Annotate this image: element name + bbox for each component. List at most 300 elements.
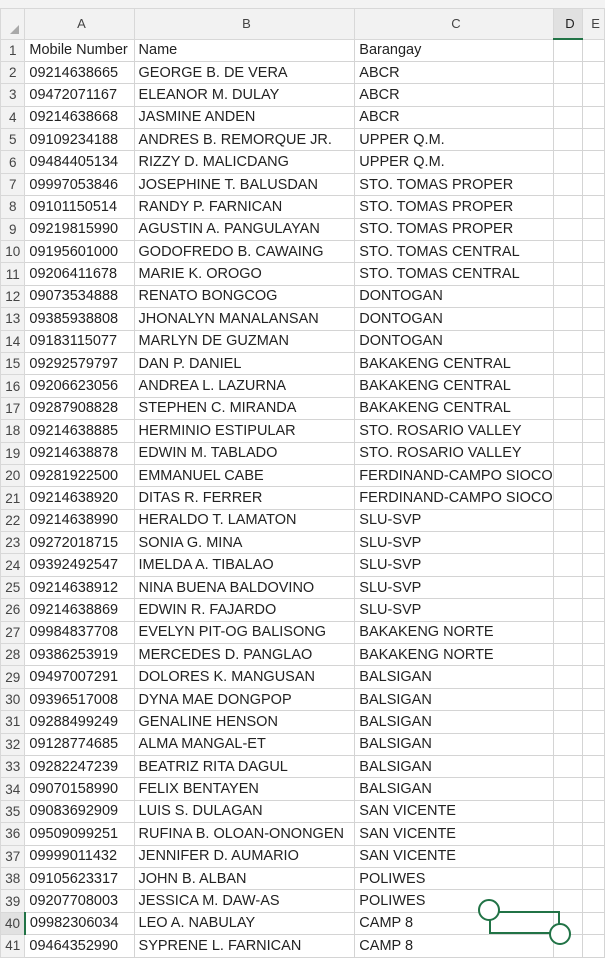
column-header-a[interactable]: A [25, 9, 134, 40]
table-row [1, 711, 605, 733]
cell-empty[interactable] [583, 621, 605, 643]
cell-barangay[interactable] [355, 935, 553, 957]
cell-empty[interactable] [583, 397, 605, 419]
cell-mobile-number[interactable]: 09484405134 [25, 151, 134, 173]
cell-empty[interactable] [553, 442, 583, 464]
cell-mobile-number[interactable]: 09999011432 [25, 845, 134, 867]
row-header[interactable]: 17 [1, 397, 25, 419]
cell-mobile-number[interactable]: 09982306034 [25, 912, 134, 934]
cell-barangay[interactable] [355, 890, 553, 912]
cell-barangay[interactable] [355, 778, 553, 800]
cell-name[interactable]: GODOFREDO B. CAWAING [134, 241, 355, 263]
cell-name[interactable]: DYNA MAE DONGPOP [134, 688, 355, 710]
table-row [1, 778, 605, 800]
cell-name[interactable]: RANDY P. FARNICAN [134, 196, 355, 218]
row-header[interactable]: 11 [1, 263, 25, 285]
row-header[interactable]: 3 [1, 84, 25, 106]
cell-mobile-number[interactable]: Mobile Number [25, 39, 134, 61]
cell-empty[interactable] [583, 756, 605, 778]
cell-barangay-text: BAKAKENG CENTRAL [359, 355, 511, 372]
cell-barangay[interactable] [355, 420, 553, 442]
cell-empty[interactable] [553, 84, 583, 106]
cell-barangay-text: BALSIGAN [359, 691, 432, 708]
cell-empty[interactable] [583, 263, 605, 285]
cell-barangay[interactable] [355, 218, 553, 240]
cell-empty[interactable] [583, 532, 605, 554]
cell-empty[interactable] [583, 241, 605, 263]
cell-empty[interactable] [583, 151, 605, 173]
cell-mobile-number[interactable]: 09385938808 [25, 308, 134, 330]
cell-barangay[interactable] [355, 173, 553, 195]
cell-empty[interactable] [583, 800, 605, 822]
cell-barangay-text: BALSIGAN [359, 713, 432, 730]
table-row [1, 218, 605, 240]
cell-name[interactable]: DOLORES K. MANGUSAN [134, 666, 355, 688]
row-header[interactable]: 12 [1, 285, 25, 307]
row-header[interactable]: 5 [1, 129, 25, 151]
cell-barangay-text: BALSIGAN [359, 758, 432, 775]
table-row [1, 129, 605, 151]
cell-mobile-number[interactable]: 09083692909 [25, 800, 134, 822]
cell-mobile-number[interactable]: 09214638869 [25, 599, 134, 621]
cell-name[interactable]: NINA BUENA BALDOVINO [134, 576, 355, 598]
cell-barangay-text: DONTOGAN [359, 310, 443, 327]
cell-empty[interactable] [583, 778, 605, 800]
cell-barangay-text: DONTOGAN [359, 288, 443, 305]
cell-empty[interactable] [583, 375, 605, 397]
row-header[interactable]: 35 [1, 800, 25, 822]
cell-empty[interactable] [553, 823, 583, 845]
row-header[interactable]: 25 [1, 576, 25, 598]
row-header[interactable]: 23 [1, 532, 25, 554]
table-row [1, 39, 605, 61]
row-header[interactable]: 38 [1, 867, 25, 889]
cell-barangay[interactable] [355, 756, 553, 778]
cell-barangay[interactable] [355, 621, 553, 643]
table-row [1, 644, 605, 666]
cell-name[interactable]: EDWIN R. FAJARDO [134, 599, 355, 621]
cell-empty[interactable] [583, 285, 605, 307]
cell-barangay[interactable] [355, 330, 553, 352]
row-header[interactable]: 41 [1, 935, 25, 957]
cell-mobile-number[interactable]: 09214638665 [25, 61, 134, 83]
cell-barangay[interactable] [355, 352, 553, 374]
table-row [1, 890, 605, 912]
cell-empty[interactable] [583, 39, 605, 61]
cell-empty[interactable] [553, 330, 583, 352]
cell-mobile-number[interactable]: 09105623317 [25, 867, 134, 889]
table-row [1, 509, 605, 531]
row-header[interactable]: 21 [1, 487, 25, 509]
cell-barangay[interactable] [355, 285, 553, 307]
table-row [1, 420, 605, 442]
cell-barangay-text: UPPER Q.M. [359, 154, 445, 171]
cell-barangay[interactable] [355, 129, 553, 151]
cell-empty[interactable] [583, 509, 605, 531]
cell-barangay[interactable] [355, 554, 553, 576]
cell-empty[interactable] [553, 151, 583, 173]
cell-mobile-number[interactable]: 09386253919 [25, 644, 134, 666]
cell-mobile-number[interactable]: 09984837708 [25, 621, 134, 643]
cell-empty[interactable] [553, 666, 583, 688]
cell-barangay[interactable] [355, 688, 553, 710]
row-header[interactable]: 37 [1, 845, 25, 867]
cell-barangay-text: STO. ROSARIO VALLEY [359, 422, 522, 439]
cell-mobile-number[interactable]: 09214638885 [25, 420, 134, 442]
cell-name[interactable]: EVELYN PIT-OG BALISONG [134, 621, 355, 643]
cell-empty[interactable] [553, 106, 583, 128]
table-row [1, 285, 605, 307]
row-header[interactable]: 18 [1, 420, 25, 442]
cell-mobile-number[interactable]: 09272018715 [25, 532, 134, 554]
cell-barangay-text: STO. ROSARIO VALLEY [359, 445, 522, 462]
cell-barangay[interactable] [355, 263, 553, 285]
column-header-row [1, 9, 605, 40]
cell-barangay[interactable] [355, 39, 553, 61]
cell-barangay[interactable] [355, 84, 553, 106]
cell-barangay[interactable] [355, 867, 553, 889]
cell-empty[interactable] [553, 621, 583, 643]
cell-name[interactable]: JESSICA M. DAW-AS [134, 890, 355, 912]
cell-barangay[interactable] [355, 599, 553, 621]
cell-empty[interactable] [553, 890, 583, 912]
cell-barangay[interactable] [355, 464, 553, 486]
cell-barangay[interactable] [355, 666, 553, 688]
cell-mobile-number[interactable]: 09464352990 [25, 935, 134, 957]
cell-mobile-number[interactable]: 09214638878 [25, 442, 134, 464]
cell-name[interactable]: EDWIN M. TABLADO [134, 442, 355, 464]
cell-barangay[interactable] [355, 800, 553, 822]
cell-barangay[interactable] [355, 711, 553, 733]
cell-name[interactable]: RENATO BONGCOG [134, 285, 355, 307]
table-row [1, 397, 605, 419]
cell-mobile-number[interactable]: 09396517008 [25, 688, 134, 710]
cell-empty[interactable] [553, 867, 583, 889]
column-header-d[interactable]: D [553, 9, 583, 40]
cell-empty[interactable] [553, 263, 583, 285]
row-header[interactable]: 14 [1, 330, 25, 352]
cell-barangay-text: POLIWES [359, 893, 426, 910]
cell-mobile-number[interactable]: 09183115077 [25, 330, 134, 352]
cell-barangay-text: CAMP 8 [359, 937, 414, 954]
cell-empty[interactable] [583, 129, 605, 151]
cell-mobile-number[interactable]: 09282247239 [25, 756, 134, 778]
cell-name[interactable]: DITAS R. FERRER [134, 487, 355, 509]
cell-name[interactable]: Name [134, 39, 355, 61]
table-row [1, 196, 605, 218]
cell-empty[interactable] [553, 756, 583, 778]
cell-mobile-number[interactable]: 09997053846 [25, 173, 134, 195]
cell-name[interactable]: ALMA MANGAL-ET [134, 733, 355, 755]
row-header[interactable]: 39 [1, 890, 25, 912]
row-header[interactable]: 19 [1, 442, 25, 464]
cell-empty[interactable] [553, 308, 583, 330]
row-header[interactable]: 7 [1, 173, 25, 195]
cell-name[interactable]: FELIX BENTAYEN [134, 778, 355, 800]
row-header[interactable]: 6 [1, 151, 25, 173]
row-header[interactable]: 16 [1, 375, 25, 397]
cell-name[interactable]: DAN P. DANIEL [134, 352, 355, 374]
column-header-c[interactable]: C [355, 9, 553, 40]
cell-mobile-number[interactable]: 09288499249 [25, 711, 134, 733]
cell-empty[interactable] [583, 599, 605, 621]
table-row [1, 666, 605, 688]
cell-empty[interactable] [583, 688, 605, 710]
row-header[interactable]: 27 [1, 621, 25, 643]
cell-name[interactable]: ELEANOR M. DULAY [134, 84, 355, 106]
row-header[interactable]: 13 [1, 308, 25, 330]
cell-empty[interactable] [553, 509, 583, 531]
cell-name[interactable]: MARLYN DE GUZMAN [134, 330, 355, 352]
cell-barangay-text: BALSIGAN [359, 669, 432, 686]
cell-empty[interactable] [553, 39, 583, 61]
cell-name[interactable]: EMMANUEL CABE [134, 464, 355, 486]
table-row [1, 599, 605, 621]
cell-empty[interactable] [553, 644, 583, 666]
row-header[interactable]: 28 [1, 644, 25, 666]
cell-name[interactable]: SYPRENE L. FARNICAN [134, 935, 355, 957]
cell-barangay[interactable] [355, 241, 553, 263]
row-header[interactable]: 32 [1, 733, 25, 755]
cell-barangay-text: BALSIGAN [359, 781, 432, 798]
cell-empty[interactable] [583, 823, 605, 845]
cell-empty[interactable] [553, 352, 583, 374]
cell-mobile-number[interactable]: 09219815990 [25, 218, 134, 240]
cell-empty[interactable] [553, 487, 583, 509]
cell-mobile-number[interactable]: 09281922500 [25, 464, 134, 486]
row-header[interactable]: 10 [1, 241, 25, 263]
cell-barangay[interactable] [355, 151, 553, 173]
cell-name[interactable]: RIZZY D. MALICDANG [134, 151, 355, 173]
cell-barangay[interactable] [355, 576, 553, 598]
row-header[interactable]: 15 [1, 352, 25, 374]
cell-empty[interactable] [553, 778, 583, 800]
cell-name[interactable]: JOSEPHINE T. BALUSDAN [134, 173, 355, 195]
cell-empty[interactable] [583, 442, 605, 464]
row-header[interactable]: 40 [1, 912, 25, 934]
cell-name[interactable]: GENALINE HENSON [134, 711, 355, 733]
column-header-e[interactable]: E [583, 9, 605, 40]
row-header[interactable]: 26 [1, 599, 25, 621]
table-row [1, 621, 605, 643]
cell-mobile-number[interactable]: 09472071167 [25, 84, 134, 106]
table-row [1, 352, 605, 374]
cell-barangay[interactable] [355, 509, 553, 531]
cell-mobile-number[interactable]: 09214638912 [25, 576, 134, 598]
table-row [1, 554, 605, 576]
cell-name[interactable]: MARIE K. OROGO [134, 263, 355, 285]
cell-barangay[interactable] [355, 375, 553, 397]
cell-empty[interactable] [553, 420, 583, 442]
cell-barangay[interactable] [355, 442, 553, 464]
cell-empty[interactable] [583, 867, 605, 889]
cell-name[interactable]: STEPHEN C. MIRANDA [134, 397, 355, 419]
cell-name[interactable]: ANDRES B. REMORQUE JR. [134, 129, 355, 151]
cell-mobile-number[interactable]: 09292579797 [25, 352, 134, 374]
cell-empty[interactable] [583, 173, 605, 195]
cell-empty[interactable] [553, 711, 583, 733]
cell-mobile-number[interactable]: 09287908828 [25, 397, 134, 419]
cell-barangay[interactable] [355, 912, 553, 934]
cell-empty[interactable] [583, 554, 605, 576]
cell-mobile-number[interactable]: 09128774685 [25, 733, 134, 755]
cell-mobile-number[interactable]: 09109234188 [25, 129, 134, 151]
cell-mobile-number[interactable]: 09206411678 [25, 263, 134, 285]
row-header[interactable]: 8 [1, 196, 25, 218]
cell-empty[interactable] [583, 196, 605, 218]
cell-mobile-number[interactable]: 09073534888 [25, 285, 134, 307]
cell-empty[interactable] [583, 330, 605, 352]
row-header[interactable]: 9 [1, 218, 25, 240]
cell-barangay[interactable] [355, 532, 553, 554]
cell-name[interactable]: BEATRIZ RITA DAGUL [134, 756, 355, 778]
cell-barangay[interactable] [355, 733, 553, 755]
cell-mobile-number[interactable]: 09509099251 [25, 823, 134, 845]
cell-empty[interactable] [553, 800, 583, 822]
cell-mobile-number[interactable]: 09214638920 [25, 487, 134, 509]
row-header[interactable]: 1 [1, 39, 25, 61]
cell-empty[interactable] [553, 599, 583, 621]
cell-barangay-text: ABCR [359, 64, 400, 81]
cell-empty[interactable] [553, 375, 583, 397]
cell-barangay-text: BALSIGAN [359, 736, 432, 753]
cell-barangay-text: UPPER Q.M. [359, 131, 445, 148]
cell-empty[interactable] [553, 129, 583, 151]
cell-name[interactable]: RUFINA B. OLOAN-ONONGEN [134, 823, 355, 845]
cell-empty[interactable] [553, 397, 583, 419]
row-header[interactable]: 22 [1, 509, 25, 531]
select-all-button[interactable] [1, 9, 25, 40]
cell-barangay[interactable] [355, 106, 553, 128]
table-row [1, 576, 605, 598]
cell-name[interactable]: HERMINIO ESTIPULAR [134, 420, 355, 442]
cell-barangay[interactable] [355, 644, 553, 666]
cell-barangay-text: CAMP 8 [359, 915, 414, 932]
cell-name[interactable]: IMELDA A. TIBALAO [134, 554, 355, 576]
cell-barangay[interactable] [355, 61, 553, 83]
cell-name[interactable]: SONIA G. MINA [134, 532, 355, 554]
cell-empty[interactable] [553, 241, 583, 263]
cell-empty[interactable] [583, 420, 605, 442]
cell-empty[interactable] [583, 61, 605, 83]
cell-empty[interactable] [553, 218, 583, 240]
row-header[interactable]: 29 [1, 666, 25, 688]
cell-empty[interactable] [583, 218, 605, 240]
cell-empty[interactable] [553, 464, 583, 486]
column-header-b[interactable]: B [134, 9, 355, 40]
cell-mobile-number[interactable]: 09101150514 [25, 196, 134, 218]
cell-name[interactable]: JASMINE ANDEN [134, 106, 355, 128]
cell-barangay-text: SLU-SVP [359, 579, 422, 596]
cell-barangay-text: STO. TOMAS CENTRAL [359, 243, 520, 260]
cell-name[interactable]: LUIS S. DULAGAN [134, 800, 355, 822]
cell-barangay[interactable] [355, 823, 553, 845]
cell-empty[interactable] [583, 106, 605, 128]
row-header[interactable]: 31 [1, 711, 25, 733]
row-header[interactable]: 34 [1, 778, 25, 800]
table-row [1, 756, 605, 778]
cell-barangay-text: ABCR [359, 86, 400, 103]
cell-name[interactable]: GEORGE B. DE VERA [134, 61, 355, 83]
cell-empty[interactable] [553, 61, 583, 83]
cell-barangay-text: SLU-SVP [359, 557, 422, 574]
cell-empty[interactable] [553, 196, 583, 218]
row-header[interactable]: 20 [1, 464, 25, 486]
cell-barangay-text: Barangay [359, 42, 422, 59]
cell-empty[interactable] [583, 84, 605, 106]
cell-name[interactable]: MERCEDES D. PANGLAO [134, 644, 355, 666]
cell-mobile-number[interactable]: 09207708003 [25, 890, 134, 912]
cell-empty[interactable] [553, 733, 583, 755]
cell-empty[interactable] [583, 352, 605, 374]
cell-empty[interactable] [553, 554, 583, 576]
cell-empty[interactable] [583, 464, 605, 486]
cell-mobile-number[interactable]: 09195601000 [25, 241, 134, 263]
table-row [1, 487, 605, 509]
cell-empty[interactable] [583, 644, 605, 666]
cell-name[interactable]: AGUSTIN A. PANGULAYAN [134, 218, 355, 240]
cell-empty[interactable] [553, 285, 583, 307]
cell-empty[interactable] [553, 532, 583, 554]
cell-empty[interactable] [583, 890, 605, 912]
cell-barangay[interactable] [355, 397, 553, 419]
row-header[interactable]: 24 [1, 554, 25, 576]
cell-empty[interactable] [553, 845, 583, 867]
cell-empty[interactable] [583, 733, 605, 755]
cell-empty[interactable] [583, 666, 605, 688]
row-header[interactable]: 30 [1, 688, 25, 710]
cell-empty[interactable] [553, 576, 583, 598]
cell-barangay-text: SLU-SVP [359, 534, 422, 551]
cell-name[interactable]: JHONALYN MANALANSAN [134, 308, 355, 330]
cell-mobile-number[interactable]: 09214638668 [25, 106, 134, 128]
cell-empty[interactable] [583, 912, 605, 934]
row-header[interactable]: 4 [1, 106, 25, 128]
cell-empty[interactable] [583, 487, 605, 509]
cell-name[interactable]: LEO A. NABULAY [134, 912, 355, 934]
table-row [1, 61, 605, 83]
row-header[interactable]: 33 [1, 756, 25, 778]
cell-empty[interactable] [583, 576, 605, 598]
cell-barangay-text: ABCR [359, 109, 400, 126]
cell-mobile-number[interactable]: 09070158990 [25, 778, 134, 800]
cell-barangay[interactable] [355, 308, 553, 330]
cell-empty[interactable] [583, 935, 605, 957]
cell-mobile-number[interactable]: 09206623056 [25, 375, 134, 397]
row-header[interactable]: 2 [1, 61, 25, 83]
cell-name[interactable]: ANDREA L. LAZURNA [134, 375, 355, 397]
cell-mobile-number[interactable]: 09497007291 [25, 666, 134, 688]
cell-empty[interactable] [553, 173, 583, 195]
cell-barangay[interactable] [355, 196, 553, 218]
cell-name[interactable]: HERALDO T. LAMATON [134, 509, 355, 531]
cell-barangay-text: FERDINAND-CAMPO SIOCO [359, 467, 553, 484]
cell-name[interactable]: JENNIFER D. AUMARIO [134, 845, 355, 867]
cell-barangay-text: STO. TOMAS PROPER [359, 198, 514, 215]
cell-empty[interactable] [583, 711, 605, 733]
row-header[interactable]: 36 [1, 823, 25, 845]
cell-mobile-number[interactable]: 09214638990 [25, 509, 134, 531]
cell-barangay-text: BAKAKENG NORTE [359, 646, 494, 663]
cell-empty[interactable] [583, 845, 605, 867]
cell-barangay[interactable] [355, 845, 553, 867]
cell-name[interactable]: JOHN B. ALBAN [134, 867, 355, 889]
table-row [1, 845, 605, 867]
cell-empty[interactable] [583, 308, 605, 330]
cell-mobile-number[interactable]: 09392492547 [25, 554, 134, 576]
cell-barangay[interactable] [355, 487, 553, 509]
cell-empty[interactable] [553, 688, 583, 710]
